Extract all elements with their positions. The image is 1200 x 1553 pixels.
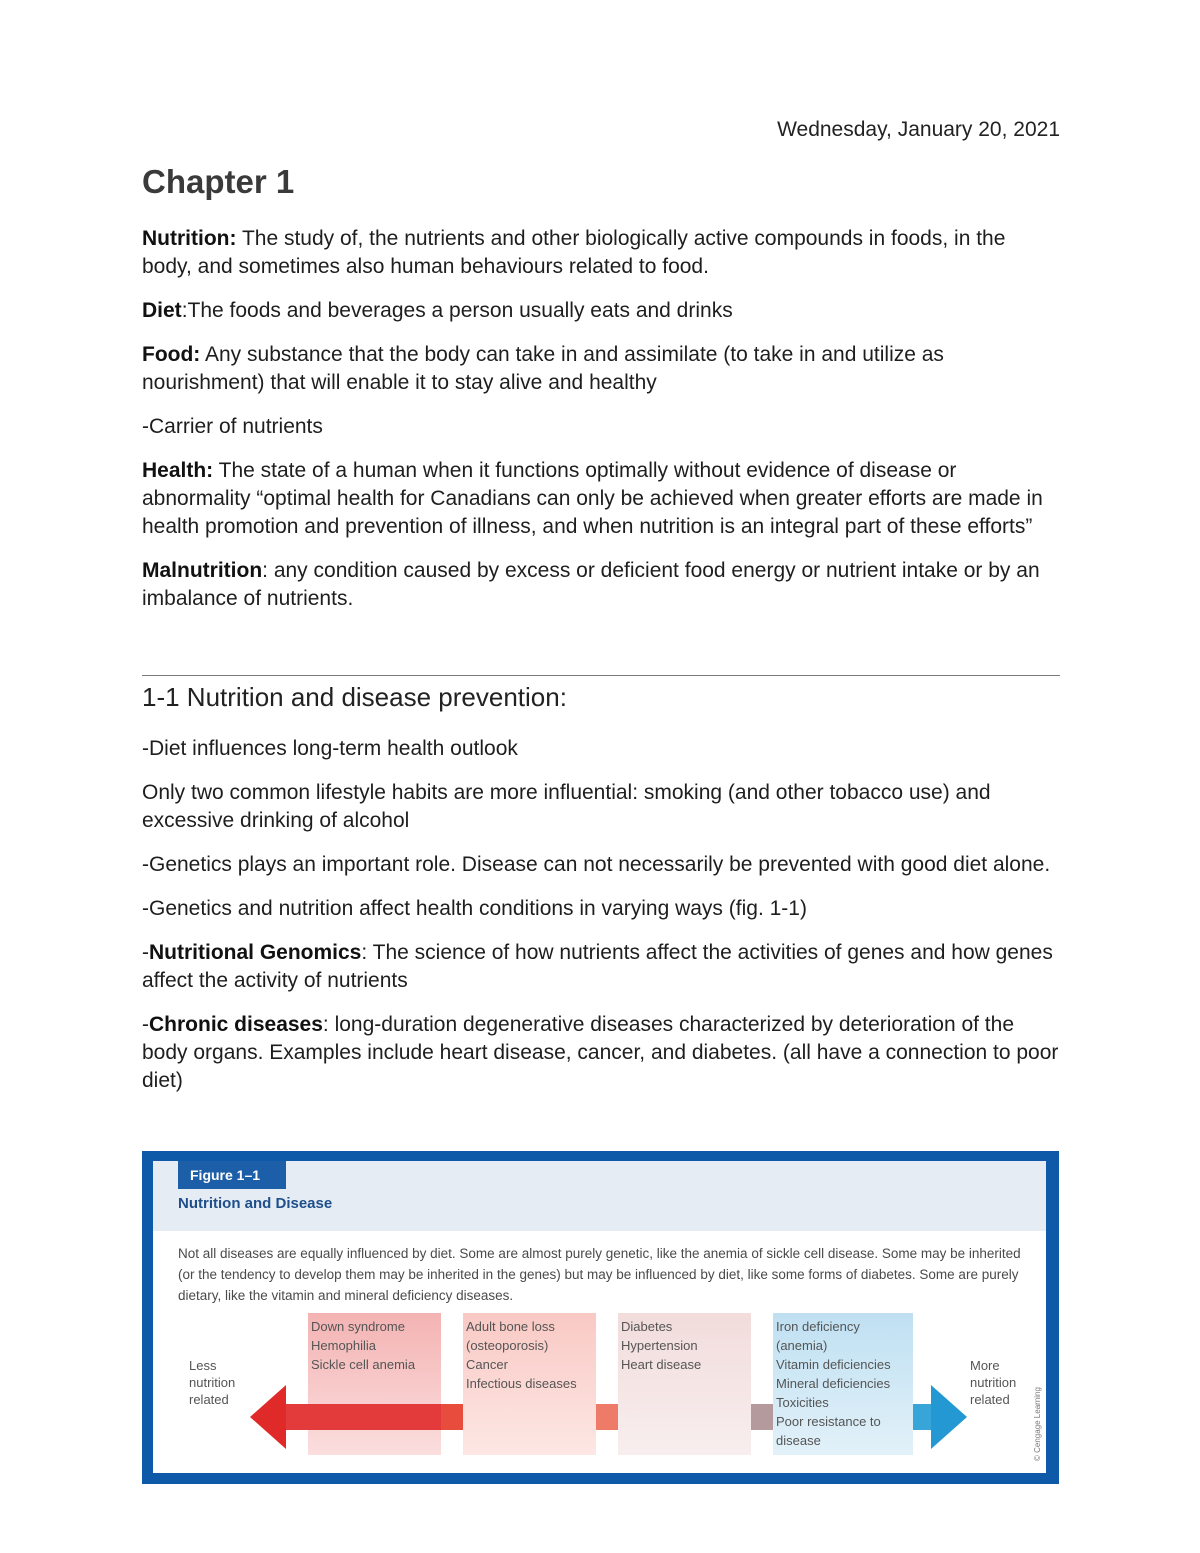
label-line: related <box>189 1392 229 1407</box>
disease-item: Diabetes <box>621 1319 673 1334</box>
definitions-list <box>142 225 1060 629</box>
definition-text: Any substance that the body can take in and assimilate (to take in and utilize as nourishment) that will enable it to stay alive and healthy <box>142 343 944 394</box>
paragraph-text: Only two common lifestyle habits are more influential: smoking (and other tobacco use) and excessive drinking of alcohol <box>142 781 991 832</box>
definition-health <box>142 457 1060 541</box>
definition-food <box>142 341 1060 397</box>
label-line: More <box>970 1358 1000 1373</box>
definition-diet <box>142 297 1060 325</box>
section-paragraph <box>142 779 1060 835</box>
less-nutrition-label <box>189 1357 235 1408</box>
paragraph-term: Nutritional Genomics <box>149 941 362 964</box>
section-body <box>142 735 1060 1111</box>
definition-term: Malnutrition <box>142 559 263 582</box>
section-paragraph <box>142 895 1060 923</box>
horizontal-divider <box>142 675 1060 676</box>
label-line: Less <box>189 1358 217 1373</box>
disease-column-genetic <box>308 1313 441 1455</box>
paragraph-text: : The science of how nutrients affect the activities of genes and how genes affect the activity of nutrients <box>142 941 1053 992</box>
definition-text: The study of, the nutrients and other biologically active compounds in foods, in the body, and sometimes also human behaviours related to food. <box>142 227 1006 278</box>
disease-item: Mineral deficiencies <box>776 1376 891 1391</box>
label-line: related <box>970 1392 1010 1407</box>
disease-item: Sickle cell anemia <box>311 1357 416 1372</box>
disease-item: Iron deficiency <box>776 1319 860 1334</box>
definition-term: Nutrition: <box>142 227 237 250</box>
more-nutrition-label <box>970 1357 1016 1408</box>
definition-malnutrition <box>142 557 1060 613</box>
gradient-bar-segment <box>751 1404 773 1430</box>
section-paragraph <box>142 851 1060 879</box>
disease-item: Adult bone loss <box>466 1319 555 1334</box>
paragraph-prefix: - <box>142 941 149 964</box>
disease-item: Poor resistance to <box>776 1414 881 1429</box>
figure-title: Nutrition and Disease <box>178 1195 333 1212</box>
paragraph-text: : long-duration degenerative diseases characterized by deterioration of the body organs. Examples include heart disease, cancer, and diabetes. (all have a connection to poor diet) <box>142 1013 1059 1092</box>
disease-item: Vitamin deficiencies <box>776 1357 891 1372</box>
label-line: nutrition <box>970 1375 1017 1390</box>
paragraph-term: Chronic diseases <box>149 1013 323 1036</box>
arrow-left-icon <box>250 1385 286 1449</box>
figure-1-1 <box>142 1151 1059 1484</box>
figure-credit: © Cengage Learning <box>1033 1387 1042 1461</box>
disease-item: (osteoporosis) <box>466 1338 549 1353</box>
definition-term: Food: <box>142 343 201 366</box>
disease-item: Hypertension <box>621 1338 698 1353</box>
paragraph-text: -Diet influences long-term health outlook <box>142 737 518 760</box>
gradient-bar-segment <box>596 1404 618 1430</box>
paragraph-text: -Genetics plays an important role. Disease can not necessarily be prevented with good diet alone. <box>142 853 1051 876</box>
disease-column-diet-influenced <box>618 1313 751 1455</box>
gradient-bar-red <box>278 1404 446 1430</box>
disease-item: Heart disease <box>621 1357 702 1372</box>
disease-column-dietary <box>773 1313 913 1455</box>
figure-tab: Figure 1–1 <box>178 1161 286 1189</box>
paragraph-prefix: - <box>142 1013 149 1036</box>
disease-item: Cancer <box>466 1357 508 1372</box>
chapter-title: Chapter 1 <box>142 163 295 200</box>
figure-panel <box>153 1161 1046 1473</box>
arrow-right-icon <box>931 1385 967 1449</box>
label-line: nutrition <box>189 1375 236 1390</box>
definition-text: :The foods and beverages a person usually eats and drinks <box>181 299 733 322</box>
disease-item: Infectious diseases <box>466 1376 577 1391</box>
disease-item: Toxicities <box>776 1395 829 1410</box>
figure-caption: Not all diseases are equally influenced by diet. Some are almost purely genetic, like the anemia of sickle cell disease. Some may be inherited (or the tendency to develop them may be inherited in the genes) but may be influenced by diet, like some forms of diabetes. Some are purely dietary, like the vitamin and mineral deficiency diseases. <box>178 1246 1021 1303</box>
section-paragraph-nutritional-genomics <box>142 939 1060 995</box>
disease-item: disease <box>776 1433 821 1448</box>
disease-item: (anemia) <box>776 1338 828 1353</box>
definition-text: The state of a human when it functions optimally without evidence of disease or abnormality “optimal health for Canadians can only be achieved when greater efforts are made in health promotion and prevention of illness, and when nutrition is an integral part of these efforts” <box>142 459 1043 538</box>
disease-column-mostly-genetic <box>463 1313 596 1455</box>
definition-term: Health: <box>142 459 214 482</box>
section-heading: 1-1 Nutrition and disease prevention: <box>142 682 567 712</box>
definition-text: : any condition caused by excess or deficient food energy or nutrient intake or by an imbalance of nutrients. <box>142 559 1040 610</box>
gradient-bar-segment <box>441 1404 463 1430</box>
disease-item: Hemophilia <box>311 1338 377 1353</box>
definition-text: -Carrier of nutrients <box>142 415 323 438</box>
definition-nutrition <box>142 225 1060 281</box>
disease-item: Down syndrome <box>311 1319 405 1334</box>
definition-term: Diet <box>142 299 182 322</box>
section-paragraph <box>142 735 1060 763</box>
document-date: Wednesday, January 20, 2021 <box>777 118 1060 141</box>
section-paragraph-chronic-diseases <box>142 1011 1060 1095</box>
definition-food-note <box>142 413 1060 441</box>
paragraph-text: -Genetics and nutrition affect health conditions in varying ways (fig. 1-1) <box>142 897 807 920</box>
